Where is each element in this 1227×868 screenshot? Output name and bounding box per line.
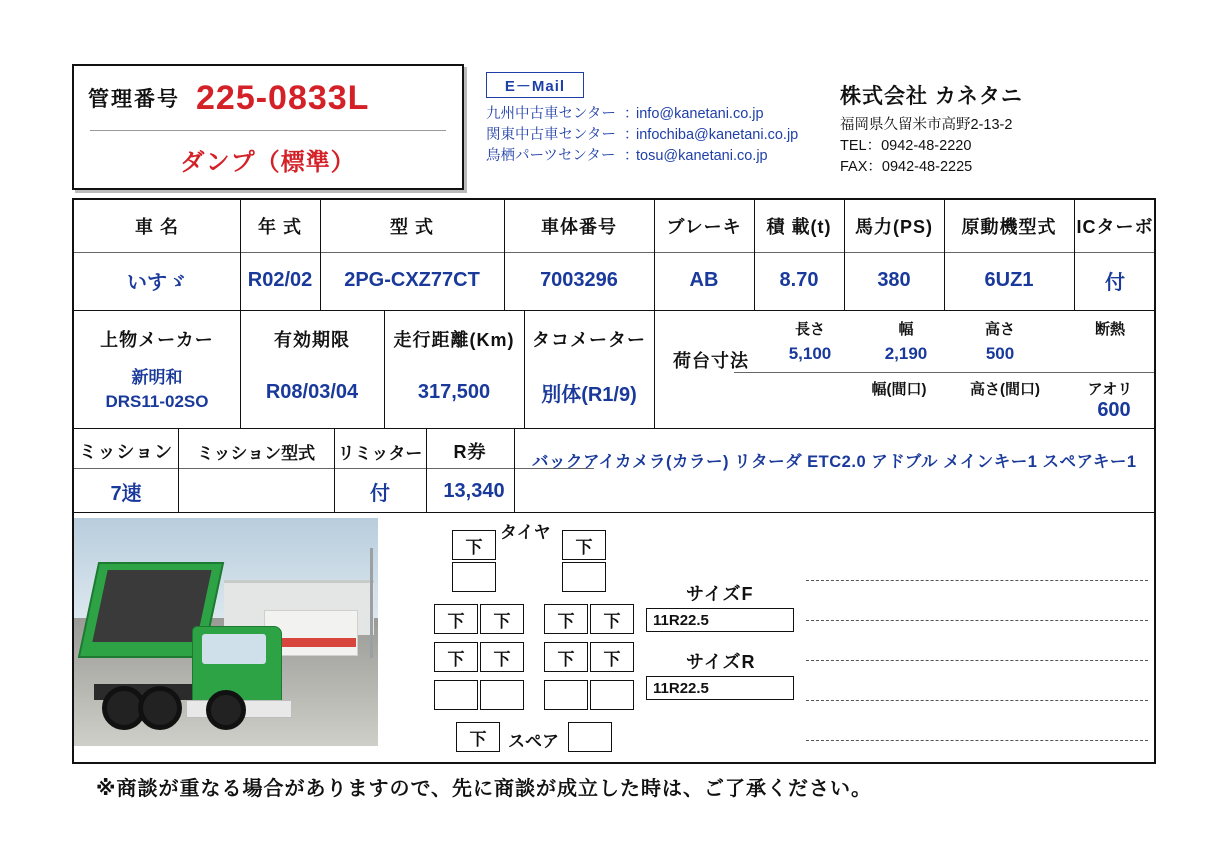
header-bed-gate: アオリ [1087, 380, 1133, 398]
management-number-row [74, 66, 462, 130]
value-bed-length: 5,100 [788, 344, 832, 363]
company-info [840, 80, 1023, 178]
header-ic-turbo: ICターボ [1076, 217, 1154, 237]
management-number-label: 管理番号 [88, 88, 180, 111]
email-row [486, 125, 798, 146]
header-bed-width: 幅 [898, 320, 914, 338]
value-mission-model [178, 470, 334, 512]
tyre-size-rear-value[interactable]: 11R22.5 [646, 676, 794, 700]
value-ic-turbo: 付 [1105, 271, 1125, 294]
value-bed-opening-width [852, 400, 946, 424]
value-inspection-expiry: R08/03/04 [265, 380, 359, 403]
value-payload: 8.70 [779, 268, 819, 291]
tyre-cell-rear3-outer-left[interactable] [434, 680, 478, 710]
header-mileage: 走行距離(Km) [393, 330, 515, 350]
management-number-value: 225-0833L [196, 78, 370, 117]
tyre-cell-spare-box[interactable] [568, 722, 612, 752]
value-model-year: R02/02 [247, 268, 313, 291]
value-mission: 7速 [110, 482, 142, 505]
value-brake: AB [689, 268, 719, 291]
value-horsepower: 380 [877, 268, 911, 291]
notes-line-1 [806, 580, 1148, 581]
email-center-label: 鳥栖パーツセンター [486, 148, 616, 164]
header-bed-opening-width: 幅(間口) [871, 380, 927, 398]
bed-mid-divider [734, 372, 1154, 373]
value-engine-model: 6UZ1 [984, 268, 1034, 291]
body-type-row [74, 131, 462, 187]
photo-pole [370, 548, 373, 658]
tyre-cell-rear1-outer-left[interactable]: 下 [434, 604, 478, 634]
header-payload: 積 載(t) [766, 217, 832, 237]
management-number-box [72, 64, 464, 190]
header-r-ticket: R券 [453, 442, 487, 462]
notes-line-3 [806, 660, 1148, 661]
tyre-cell-front-right-2[interactable] [562, 562, 606, 592]
notes-line-2 [806, 620, 1148, 621]
tyre-cell-rear2-inner-right[interactable]: 下 [544, 642, 588, 672]
email-separator: ： [624, 148, 639, 164]
tyre-spare-label: スペア [508, 732, 559, 751]
header-mission-model: ミッション型式 [196, 443, 316, 463]
tyre-cell-rear1-inner-left[interactable]: 下 [480, 604, 524, 634]
r2-v4 [654, 310, 655, 428]
photo-windshield [202, 634, 266, 664]
header-brake: ブレーキ [666, 217, 742, 237]
email-address[interactable]: info@kanetani.co.jp [636, 106, 764, 122]
tyre-section-title: タイヤ [500, 523, 551, 542]
header-bed-opening-height: 高さ(間口) [970, 380, 1040, 398]
tyre-size-front-value[interactable]: 11R22.5 [646, 608, 794, 632]
tyre-cell-rear3-outer-right[interactable] [590, 680, 634, 710]
tyre-cell-rear2-outer-right[interactable]: 下 [590, 642, 634, 672]
email-separator: ： [624, 127, 639, 143]
header-limiter: リミッター [337, 443, 423, 463]
header-mission: ミッション [78, 442, 174, 462]
value-bed-opening-height [950, 400, 1060, 424]
company-fax: FAX：0942-48-2225 [840, 159, 973, 175]
header-bed-length: 長さ [794, 320, 825, 338]
value-limiter: 付 [370, 482, 390, 505]
email-list [486, 104, 798, 167]
value-bed-insulation [1070, 340, 1150, 368]
email-title: E－Mail [486, 72, 584, 98]
value-bed-width: 2,190 [884, 344, 928, 363]
vehicle-photo [74, 518, 378, 746]
notes-line-5 [806, 740, 1148, 741]
tyre-size-rear-label: サイズR [686, 652, 756, 672]
value-bed-height: 500 [985, 344, 1015, 363]
value-chassis-number: 7003296 [540, 268, 618, 291]
value-vehicle-name: いすゞ [127, 271, 187, 294]
header-model-year: 年 式 [257, 217, 302, 237]
tyre-size-front-label: サイズF [686, 584, 754, 604]
email-row [486, 146, 798, 167]
header-horsepower: 馬力(PS) [855, 217, 933, 237]
company-tel: TEL：0942-48-2220 [840, 138, 972, 154]
email-center-label: 関東中古車センター [486, 127, 616, 143]
photo-wheel [206, 690, 246, 730]
email-address[interactable]: tosu@kanetani.co.jp [636, 148, 768, 164]
tyre-cell-rear2-inner-left[interactable]: 下 [480, 642, 524, 672]
value-bed-gate: 600 [1097, 398, 1131, 421]
email-separator: ： [624, 106, 639, 122]
tyre-cell-front-right[interactable]: 下 [562, 530, 606, 560]
value-body-maker-line2: DRS11-02SO [105, 392, 209, 411]
email-center-label: 九州中古車センター [486, 106, 616, 122]
tyre-cell-rear3-inner-left[interactable] [480, 680, 524, 710]
footer-note: ※商談が重なる場合がありますので、先に商談が成立した時は、ご了承ください。 [96, 778, 873, 800]
tyre-cell-rear3-inner-right[interactable] [544, 680, 588, 710]
value-model-code: 2PG-CXZ77CT [344, 268, 480, 291]
tyre-cell-rear1-outer-right[interactable]: 下 [590, 604, 634, 634]
header-bed-height: 高さ [984, 320, 1015, 338]
value-r-ticket: 13,340 [443, 479, 505, 502]
company-address: 福岡県久留米市高野2-13-2 [840, 117, 1013, 133]
tyre-cell-rear2-outer-left[interactable]: 下 [434, 642, 478, 672]
value-mileage: 317,500 [417, 380, 491, 403]
header-model-code: 型 式 [389, 217, 434, 237]
header-chassis-number: 車体番号 [541, 217, 617, 237]
notes-line-4 [806, 700, 1148, 701]
row-divider-3 [74, 512, 1154, 513]
row-divider-2 [74, 428, 1154, 429]
header-engine-model: 原動機型式 [961, 217, 1057, 237]
tyre-cell-front-left[interactable]: 下 [452, 530, 496, 560]
tyre-cell-front-left-2[interactable] [452, 562, 496, 592]
email-row [486, 104, 798, 125]
email-address[interactable]: infochiba@kanetani.co.jp [636, 127, 799, 143]
header-body-maker: 上物メーカー [100, 330, 214, 350]
header-vehicle-name: 車 名 [134, 217, 179, 237]
company-name: 株式会社 カネタニ [840, 85, 1023, 108]
tyre-cell-rear1-inner-right[interactable]: 下 [544, 604, 588, 634]
value-optional-equipment: バックアイカメラ(カラー) リターダ ETC2.0 アドブル メインキー1 スペアキー1 [532, 453, 1137, 471]
value-tachometer: 別体(R1/9) [541, 383, 637, 406]
row-divider-1 [74, 310, 1154, 311]
header-tachometer: タコメーター [532, 330, 646, 350]
value-body-maker-line1: 新明和 [131, 367, 183, 387]
header-bed-insulation: 断熱 [1094, 320, 1125, 338]
header-inspection-expiry: 有効期限 [274, 330, 350, 350]
body-type-value: ダンプ（標準） [180, 148, 356, 176]
tyre-cell-spare-mark[interactable]: 下 [456, 722, 500, 752]
photo-wheel [138, 686, 182, 730]
header-bed-dimensions: 荷台寸法 [673, 351, 749, 371]
